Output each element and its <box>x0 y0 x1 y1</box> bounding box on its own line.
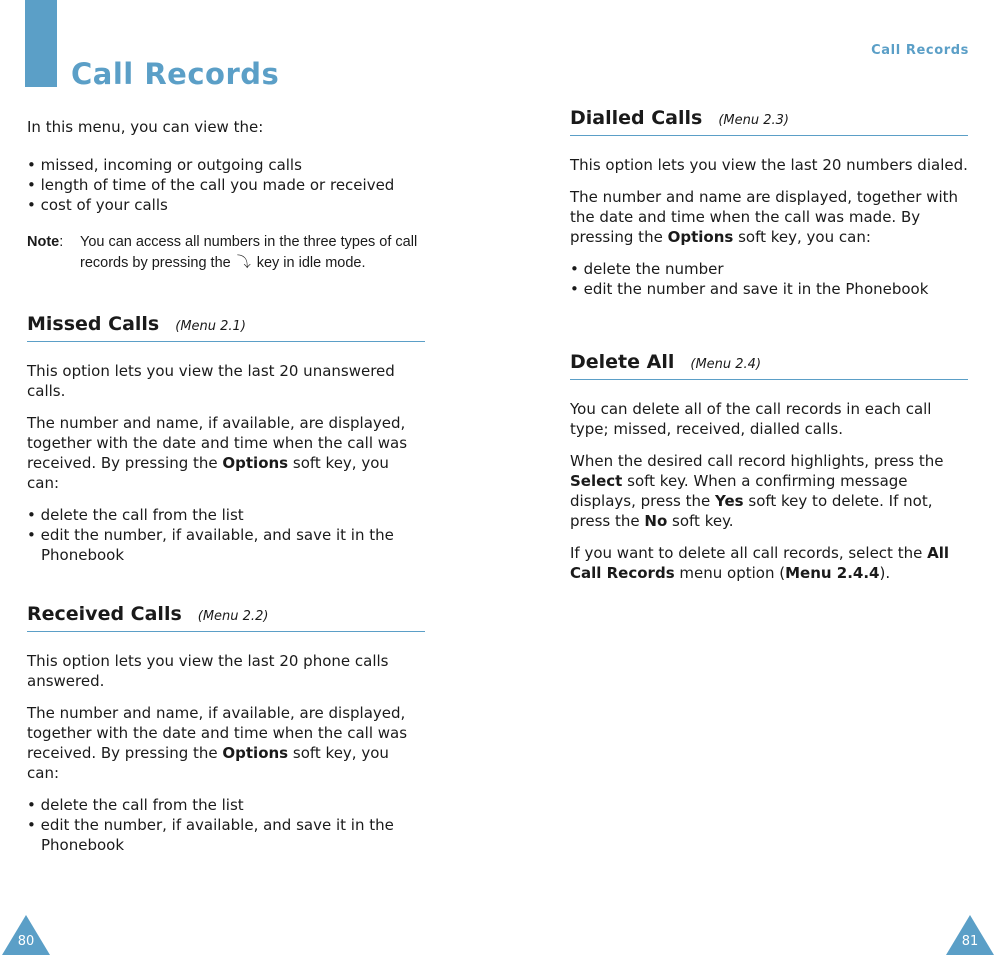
list-item: • delete the call from the list <box>27 796 244 814</box>
list-item: • edit the number, if available, and save it in the Phonebook <box>27 816 394 854</box>
title-accent-bar <box>25 0 57 87</box>
section-title: Dialled Calls <box>570 107 703 129</box>
paragraph: If you want to delete all call records, select the All Call Records menu option (Menu 2.4.4). <box>570 544 950 582</box>
bullet-list <box>27 505 425 565</box>
intro-bullet: • cost of your calls <box>27 196 168 214</box>
intro-text: In this menu, you can view the: <box>27 118 264 136</box>
note-label: Note: <box>27 234 64 250</box>
missed-calls-section <box>27 313 425 565</box>
page-number-right <box>944 913 996 955</box>
page-title: Call Records <box>71 57 280 91</box>
received-calls-section <box>27 603 425 855</box>
menu-number: (Menu 2.3) <box>718 113 789 128</box>
section-heading <box>27 313 425 342</box>
intro-bullet: • length of time of the call you made or received <box>27 176 395 194</box>
section-title: Missed Calls <box>27 313 160 335</box>
paragraph: This option lets you view the last 20 numbers dialed. <box>570 156 968 174</box>
list-item: • delete the number <box>570 260 724 278</box>
note-box <box>27 232 425 273</box>
section-title: Delete All <box>570 351 675 373</box>
page-number: 80 <box>17 934 35 949</box>
intro-bullet: • missed, incoming or outgoing calls <box>27 156 302 174</box>
bullet-list <box>570 259 968 299</box>
bullet-list <box>27 795 425 855</box>
dialled-calls-section <box>570 107 968 299</box>
section-heading <box>570 107 968 136</box>
menu-number: (Menu 2.1) <box>175 319 246 334</box>
paragraph: This option lets you view the last 20 phone calls answered. <box>27 652 389 690</box>
phone-handset-icon: ⤵ <box>236 254 251 270</box>
delete-all-section <box>570 351 968 583</box>
section-heading <box>27 603 425 632</box>
note-text: You can access all numbers in the three types of call records by pressing the ⤵ key in idle mode. <box>80 234 418 271</box>
menu-number: (Menu 2.4) <box>690 357 762 372</box>
section-title: Received Calls <box>27 603 182 625</box>
paragraph: When the desired call record highlights, press the Select soft key. When a confirming message displays, press the Yes soft key to delete. If not, press the No soft key. <box>570 452 944 530</box>
paragraph: This option lets you view the last 20 unanswered calls. <box>27 362 395 400</box>
list-item: • edit the number and save it in the Phonebook <box>570 280 929 298</box>
paragraph: You can delete all of the call records in each call type; missed, received, dialled calls. <box>570 400 932 438</box>
running-head: Call Records <box>871 43 969 58</box>
right-column <box>570 107 968 583</box>
paragraph: The number and name, if available, are displayed, together with the date and time when the call was received. By pressing the Options soft key, you can: <box>27 414 408 492</box>
list-item: • edit the number, if available, and save it in the Phonebook <box>27 526 394 564</box>
menu-number: (Menu 2.2) <box>197 609 269 624</box>
section-heading <box>570 351 968 380</box>
page-number: 81 <box>961 934 979 949</box>
intro-bullet-list <box>27 155 425 215</box>
paragraph: The number and name, if available, are displayed, together with the date and time when the call was received. By pressing the Options soft key, you can: <box>27 704 408 782</box>
left-column <box>27 117 425 855</box>
paragraph: The number and name are displayed, together with the date and time when the call was made. By pressing the Options soft key, you can: <box>570 188 959 246</box>
page-number-left <box>0 913 52 955</box>
list-item: • delete the call from the list <box>27 506 244 524</box>
